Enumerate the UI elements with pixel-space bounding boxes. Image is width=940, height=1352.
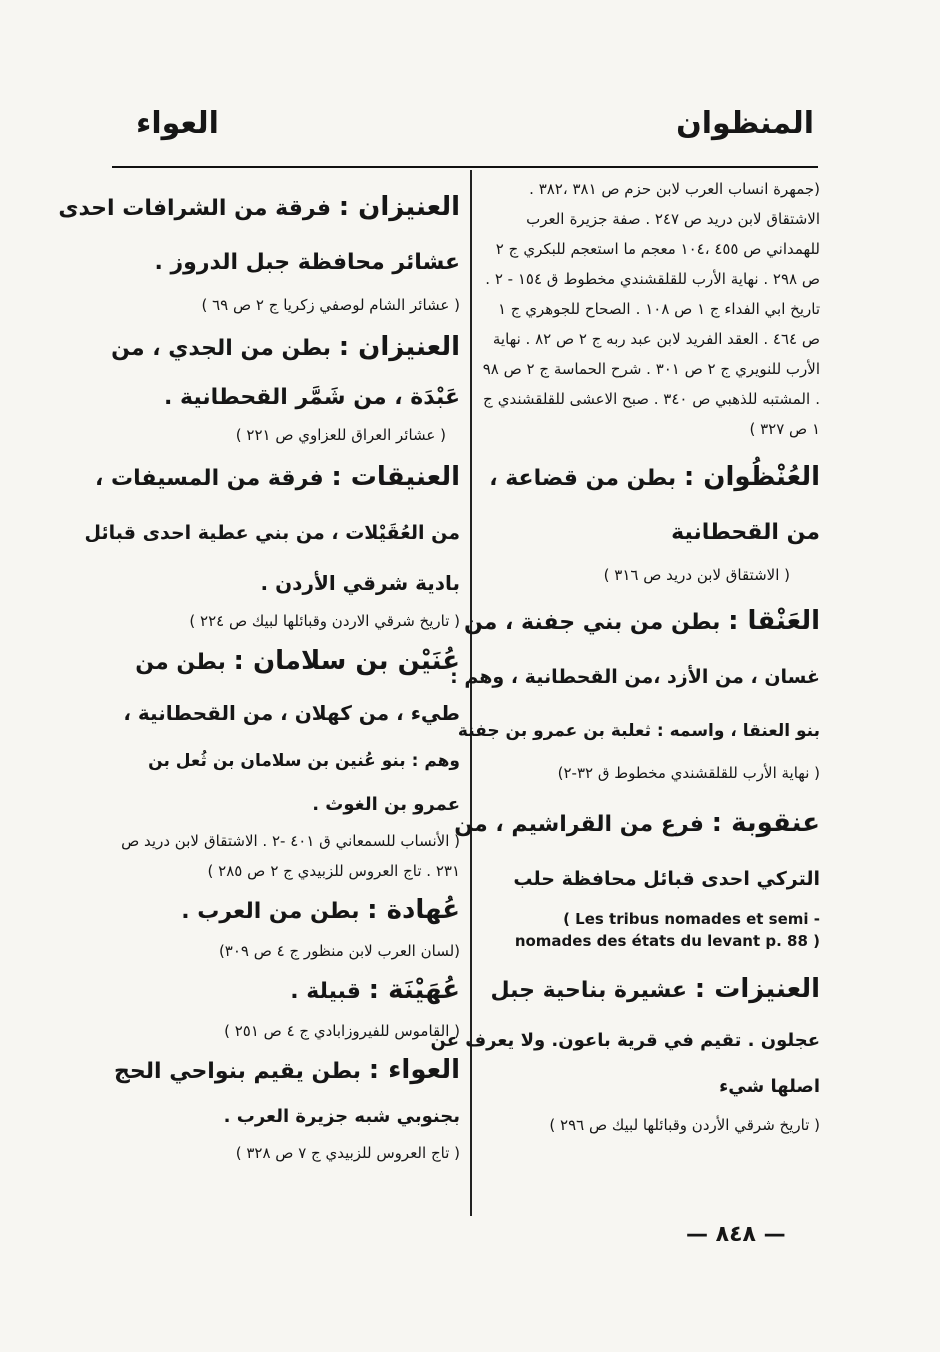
entry-term: عنقوبة : [711, 808, 820, 838]
entry-text: اصلها شيء [719, 1076, 820, 1097]
reference-block [110, 1016, 460, 1046]
entry-term: العنيزان : [338, 332, 460, 362]
entry-term: عُهَيْنَة : [368, 975, 460, 1005]
entry-text: من القحطانية [671, 520, 820, 545]
dictionary-entry [84, 450, 460, 606]
entry-term: العنيزات : [694, 974, 820, 1004]
reference-line: ق ١٥٤ - ٢ . تاريخ ابي الفداء ج ١ ص ١٠٨ . [485, 270, 820, 318]
entry-text: عشائر محافظة جبل الدروز . [154, 250, 460, 275]
left-column [58, 172, 460, 1168]
dictionary-entry [110, 1046, 460, 1138]
entry-text: عشيرة بناحية جبل [490, 978, 688, 1003]
reference-block [110, 826, 460, 886]
entry-text: عَبْدَة ، من شَمَّر القحطانية . [164, 385, 460, 410]
entry-term: عُهادة : [367, 895, 460, 925]
entry-text: عجلون . تقيم في قرية باعون. ولا يعرف عن [430, 1030, 820, 1051]
dictionary-entry [58, 180, 460, 290]
reference-line: ( نهاية الأرب للقلقشندي مخطوط ق ٣٢-٢) [557, 764, 820, 782]
reference-block [480, 560, 820, 590]
running-head-right: المنظوان [676, 106, 814, 141]
reference-line: ص ٢٨٥ ) [207, 862, 266, 880]
reference-line: ( تاريخ شرقي الاردن وقبائلها لبيك ص ٢٢٤ ) [189, 612, 460, 630]
entry-text: بطن من العرب . [181, 899, 360, 924]
entry-text: فرقة من الشرافات احدى [58, 196, 332, 221]
dictionary-entry [450, 594, 820, 758]
entry-text: فرع من القراشيم ، من [454, 812, 704, 837]
dictionary-entry [110, 636, 460, 826]
reference-block [110, 290, 460, 320]
reference-block [110, 420, 460, 450]
header-rule [112, 166, 818, 168]
entry-term: عُنَيْن بن سلامان : [233, 646, 460, 676]
reference-line: (جمهرة انساب العرب لابن حزم ص ٣٨١ ،٣٨٢ . [529, 180, 820, 198]
entry-text: بطن يقيم بنواحي الحج [114, 1059, 362, 1084]
entry-text: من العُقَيْلات ، من بني عطية احدى قبائل [84, 522, 460, 544]
entry-term: العنيقات : [331, 462, 460, 492]
dictionary-entry [480, 450, 820, 560]
entry-text: بنو العنقا ، واسمه : ثعلبة بن عمرو بن جفنة [457, 721, 820, 741]
dictionary-entry [454, 796, 820, 906]
reference-block [480, 174, 820, 444]
running-head-left: العواء [136, 106, 219, 141]
reference-line: لابن عبد ربه ج ٢ ص ٨٢ . نهاية الأرب للنويري [492, 330, 820, 378]
entry-term: العَنْقا : [728, 606, 820, 636]
entry-text: وهم : بنو عُنين بن سلامان بن ثُعل بن [148, 751, 460, 771]
reference-block [110, 936, 460, 966]
reference-line: الاشتقاق لابن دريد ص ٢٤٧ . صفة جزيرة [569, 210, 820, 228]
dictionary-entry [110, 886, 460, 936]
dictionary-entry [110, 320, 460, 420]
reference-line: ( عشائر الشام لوصفي زكريا ج ٢ ص ٦٩ ) [201, 296, 460, 314]
entry-text: بطن من قضاعة ، [489, 466, 677, 491]
reference-line: ( عشائر العراق للعزاوي ص ٢٢١ ) [235, 426, 446, 444]
reference-line: ( الأنساب للسمعاني ق ٤٠١ -٢ . الاشتقاق [204, 832, 460, 850]
reference-line: ( الاشتقاق لابن دريد ص ٣١٦ ) [603, 566, 790, 584]
entry-term: العواء : [368, 1055, 460, 1085]
entry-text: غسان ، من الأزد ،من القحطانية ، وهم : [450, 666, 820, 688]
entry-text: طيء ، من كهلان ، من القحطانية ، [123, 701, 460, 725]
reference-block [110, 1138, 460, 1168]
reference-block [480, 1110, 820, 1140]
entry-text: بادية شرقي الأردن . [260, 571, 460, 595]
entry-text: بطن من [135, 650, 226, 675]
reference-line: ( تاريخ شرقي الأردن وقبائلها لبيك ص ٢٩٦ ) [549, 1116, 820, 1134]
reference-line: ( القاموس للفيروزابادي ج ٤ ص ٢٥١ ) [224, 1022, 460, 1040]
reference-block [110, 606, 460, 636]
entry-text: التركي احدى قبائل محافظة حلب [513, 868, 820, 890]
reference-line: ( تاج العروس للزبيدي ج ٧ ص ٣٢٨ ) [235, 1144, 460, 1162]
reference-line: العرب للهمداني ص ٤٥٥ ،١٠٤ معجم ما استعجم للبكري [523, 210, 820, 258]
reference-line: nomades des états du levant p. 88 ) [514, 932, 820, 950]
reference-line: الصحاح للجوهري ج ١ ص ٤٦٤ . العقد الفريد [497, 300, 820, 348]
entry-text: بطن من بني جفنة ، من [463, 610, 721, 635]
entry-text: عمرو بن الغوث . [312, 794, 460, 815]
reference-line: ج ١ ص ٣٢٧ ) [482, 390, 820, 438]
latin-reference [480, 908, 820, 952]
entry-text: بطن من الجدي ، من [111, 336, 332, 361]
dictionary-entry [110, 966, 460, 1016]
entry-term: العُنْظُوان : [683, 462, 820, 492]
reference-line: ( Les tribus nomades et semi - [563, 910, 820, 928]
reference-block [480, 758, 820, 788]
reference-line: (لسان العرب لابن منظور ج ٤ ص ٣٠٩) [218, 942, 460, 960]
entry-term: العنيزان : [338, 192, 460, 222]
entry-text: بجنوبي شبه جزيرة العرب . [223, 1106, 460, 1127]
right-column [430, 172, 820, 1140]
reference-line: المشتبه للذهبي ص ٣٤٠ . صبح الاعشى للقلقشندي [497, 390, 811, 408]
entry-text: فرقة من المسيفات ، [94, 466, 324, 491]
dictionary-entry [430, 962, 820, 1110]
entry-text: قبيلة . [290, 979, 361, 1004]
reference-line: ج ٢ ص ٢٩٨ . نهاية الأرب للقلقشندي مخطوط [495, 240, 820, 288]
reference-line: ج ٢ ص ٣٠١ . شرح الحماسة ج ٢ ص ٩٨ . [482, 360, 820, 408]
page-number: — ٨٤٨ — [686, 1222, 786, 1247]
reference-line: لابن دريد ص ٢٣١ . تاج العروس للزبيدي ج ٢ [121, 832, 460, 880]
